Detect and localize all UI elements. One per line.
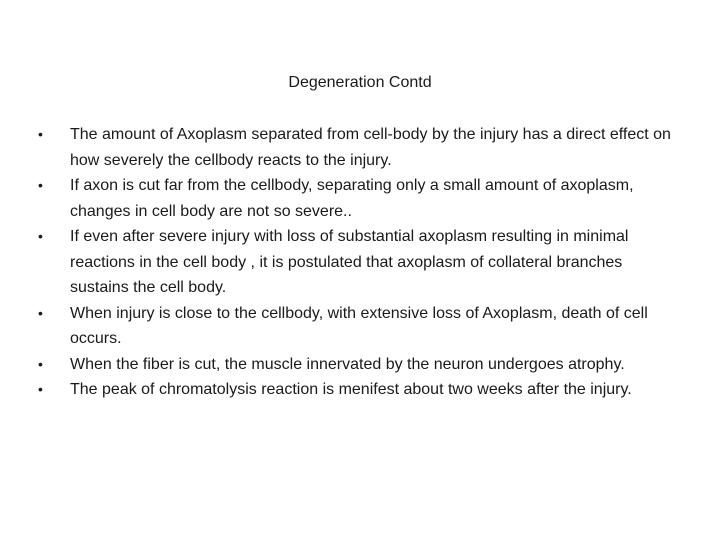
bullet-dot-icon: • <box>38 355 43 372</box>
bullet-dot-icon: • <box>38 304 43 321</box>
bullet-dot-icon: • <box>38 177 43 193</box>
bullet-text: If even after severe injury with loss of substantial axoplasm resulting in minimal reactions in the cell body , it is postulated that axoplasm of collateral branches sustains the cell body. <box>70 228 629 296</box>
bullet-item <box>38 377 678 403</box>
bullet-text: When injury is close to the cellbody, with extensive loss of Axoplasm, death of cell occurs. <box>70 304 648 347</box>
bullet-list <box>38 122 678 403</box>
bullet-item <box>38 173 678 224</box>
bullet-item <box>38 224 678 301</box>
bullet-item <box>38 301 678 352</box>
slide-title: Degeneration Contd <box>288 74 432 91</box>
bullet-item <box>38 352 678 378</box>
bullet-dot-icon: • <box>38 381 43 397</box>
bullet-text: The amount of Axoplasm separated from cell-body by the injury has a direct effect on how severely the cellbody reacts to the injury. <box>70 126 671 169</box>
bullet-text: When the fiber is cut, the muscle innervated by the neuron undergoes atrophy. <box>70 355 625 373</box>
bullet-dot-icon: • <box>38 228 43 244</box>
bullet-item <box>38 122 678 173</box>
bullet-dot-icon: • <box>38 126 43 142</box>
bullet-text: If axon is cut far from the cellbody, separating only a small amount of axoplasm, changes in cell body are not so severe.. <box>70 177 634 220</box>
bullet-text: The peak of chromatolysis reaction is menifest about two weeks after the injury. <box>70 381 632 398</box>
